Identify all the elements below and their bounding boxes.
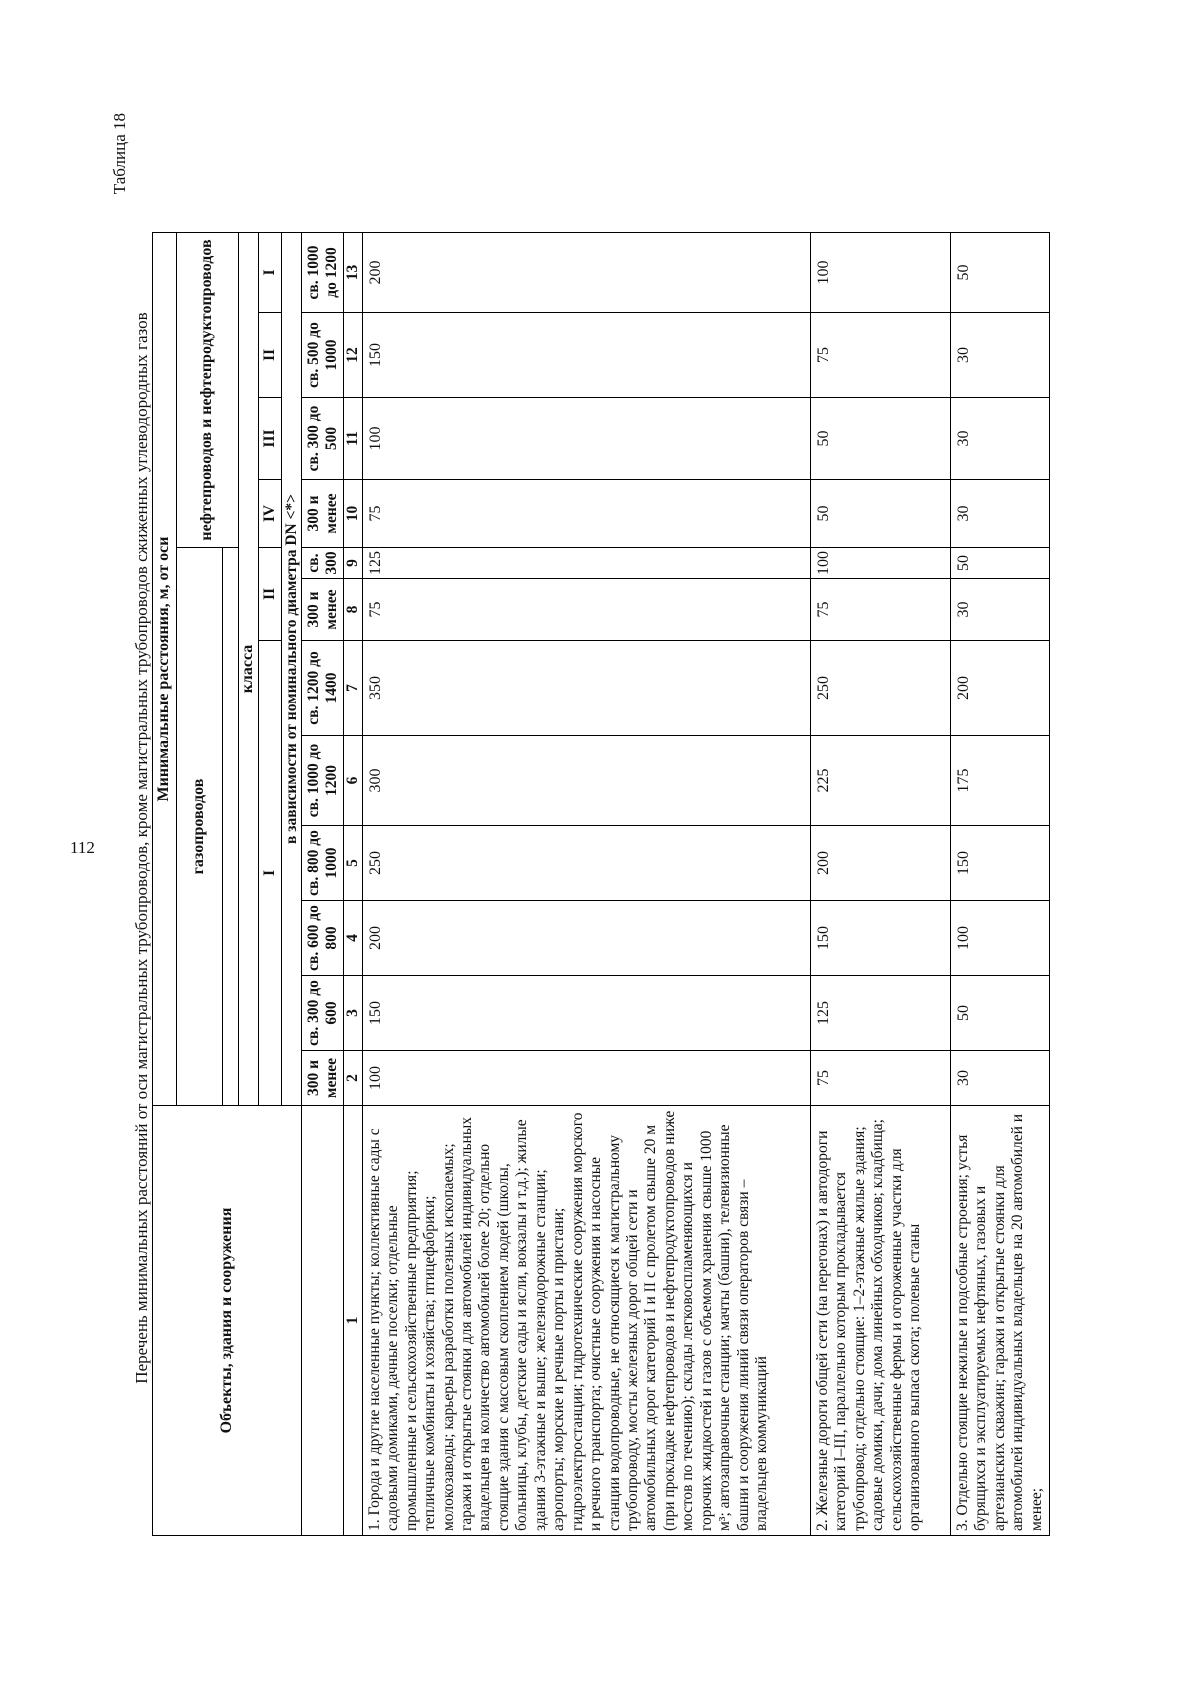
row-value: 150	[810, 901, 950, 976]
row-value: 30	[950, 480, 1049, 548]
row-value: 300	[362, 736, 810, 826]
header-oil-class-2: II	[259, 313, 282, 398]
col-num-11: 11	[344, 398, 363, 480]
row-value: 50	[810, 398, 950, 480]
row-value: 30	[950, 579, 1049, 641]
header-klass: класса	[239, 233, 259, 1106]
row-value: 100	[810, 233, 950, 313]
header-sub-spacer	[302, 1106, 344, 1536]
col-num-2: 2	[344, 1051, 363, 1106]
header-gas-class-1: I	[259, 641, 282, 1106]
row-value: 250	[810, 641, 950, 736]
header-gas-spacer	[223, 548, 239, 1106]
header-sub-5: св. 800 до 1000	[302, 826, 344, 901]
table-label: Таблица 18	[110, 113, 129, 195]
header-dn: в зависимости от номинального диаметра DN <*>	[282, 233, 302, 1106]
header-objects: Объекты, здания и сооружения	[153, 1106, 302, 1536]
header-oil-class-4: IV	[259, 480, 282, 548]
row-value: 100	[362, 1051, 810, 1106]
table-row	[810, 233, 950, 1536]
row-value: 75	[810, 579, 950, 641]
row-value: 50	[810, 480, 950, 548]
header-sub-3: св. 300 до 600	[302, 976, 344, 1051]
row-value: 30	[950, 398, 1049, 480]
header-sub-10: 300 и менее	[302, 480, 344, 548]
col-num-13: 13	[344, 233, 363, 313]
col-num-12: 12	[344, 313, 363, 398]
header-min-dist: Минимальные расстояния, м, от оси	[153, 233, 177, 1106]
row-value: 200	[810, 826, 950, 901]
row-value: 30	[950, 1051, 1049, 1106]
header-sub-4: св. 600 до 800	[302, 901, 344, 976]
row-value: 225	[810, 736, 950, 826]
row-value: 100	[950, 901, 1049, 976]
table-caption: Перечень минимальных расстояний от оси магистральных трубопроводов, кроме магистральных трубопроводов сжиженных углеводородных газов	[132, 312, 151, 1384]
header-oil: нефтепроводов и нефтепродуктопроводов	[177, 233, 239, 548]
row-value: 50	[950, 976, 1049, 1051]
row-value: 100	[810, 548, 950, 579]
row-value: 200	[362, 233, 810, 313]
header-sub-9: св. 300	[302, 548, 344, 579]
header-gas: газопроводов	[177, 548, 223, 1106]
col-num-4: 4	[344, 901, 363, 976]
header-sub-11: св. 300 до 500	[302, 398, 344, 480]
header-sub-13: св. 1000 до 1200	[302, 233, 344, 313]
header-sub-7: св. 1200 до 1400	[302, 641, 344, 736]
row-value: 100	[362, 398, 810, 480]
table-row	[362, 233, 810, 1536]
col-num-7: 7	[344, 641, 363, 736]
row-value: 175	[950, 736, 1049, 826]
row-value: 150	[362, 313, 810, 398]
row-value: 125	[362, 548, 810, 579]
header-oil-class-3: III	[259, 398, 282, 480]
distance-table	[152, 232, 1050, 1536]
row-value: 150	[950, 826, 1049, 901]
row-value: 200	[362, 901, 810, 976]
row-value: 200	[950, 641, 1049, 736]
row-value: 75	[810, 313, 950, 398]
row-value: 75	[810, 1051, 950, 1106]
col-num-8: 8	[344, 579, 363, 641]
col-num-6: 6	[344, 736, 363, 826]
header-sub-8: 300 и менее	[302, 579, 344, 641]
header-oil-class-1: I	[259, 233, 282, 313]
col-num-1: 1	[344, 1106, 363, 1536]
row-value: 30	[950, 313, 1049, 398]
table-row	[950, 233, 1049, 1536]
page-number: 112	[70, 838, 95, 857]
row-desc: 3. Отдельно стоящие нежилые и подсобные строения; устья бурящихся и эксплуатируемых нефтяных, газовых и артезианских скважин; гаражи и открытые стоянки для автомобилей индивидуальных владельцев на 20 автомобилей и менее;	[950, 1106, 1049, 1536]
header-gas-class-2: II	[259, 548, 282, 641]
row-value: 125	[810, 976, 950, 1051]
row-value: 250	[362, 826, 810, 901]
col-num-10: 10	[344, 480, 363, 548]
row-value: 350	[362, 641, 810, 736]
row-desc: 1. Города и другие населенные пункты; коллективные сады с садовыми домиками, дачные поселки; отдельные промышленные и сельскохозяйственные предприятия; тепличные комбинаты и хозяйства; птицефабрики; молокозаводы; карьеры разработки полезных ископаемых; гаражи и открытые стоянки для автомобилей индивидуальных владельцев на количество автомобилей более 20; отдельно стоящие здания с массовым скоплением людей (школы, больницы, клубы, детские сады и ясли, вокзалы и т.д.); жилые здания 3-этажные и выше; железнодорожные станции; аэропорты; морские и речные порты и пристани; гидроэлектростанции; гидротехнические сооружения морского и речного транспорта; очистные сооружения и насосные станции водопроводные, не относящиеся к магистральному трубопроводу, мосты железных дорог общей сети и автомобильных дорог категорий I и II с пролетом свыше 20 м (при прокладке нефтепроводов и нефтепродуктопроводов ниже мостов по течению); склады легковоспламеняющихся и горючих жидкостей и газов с объемом хранения свыше 1000 м³; автозаправочные станции; мачты (башни), телевизионные башни и сооружения линий связи операторов связи – владельцев коммуникаций	[362, 1106, 810, 1536]
row-value: 50	[950, 233, 1049, 313]
row-value: 50	[950, 548, 1049, 579]
col-num-3: 3	[344, 976, 363, 1051]
header-sub-6: св. 1000 до 1200	[302, 736, 344, 826]
header-sub-2: 300 и менее	[302, 1051, 344, 1106]
header-sub-12: св. 500 до 1000	[302, 313, 344, 398]
row-value: 75	[362, 579, 810, 641]
col-num-9: 9	[344, 548, 363, 579]
row-value: 75	[362, 480, 810, 548]
row-desc: 2. Железные дороги общей сети (на перегонах) и автодороги категорий I–III, параллельно которым прокладывается трубопровод; отдельно стоящие: 1–2-этажные жилые здания; садовые домики, дачи; дома линейных обходчиков; кладбища; сельскохозяйственные фермы и огороженные участки для организованного выпаса скота; полевые станы	[810, 1106, 950, 1536]
col-num-5: 5	[344, 826, 363, 901]
row-value: 150	[362, 976, 810, 1051]
